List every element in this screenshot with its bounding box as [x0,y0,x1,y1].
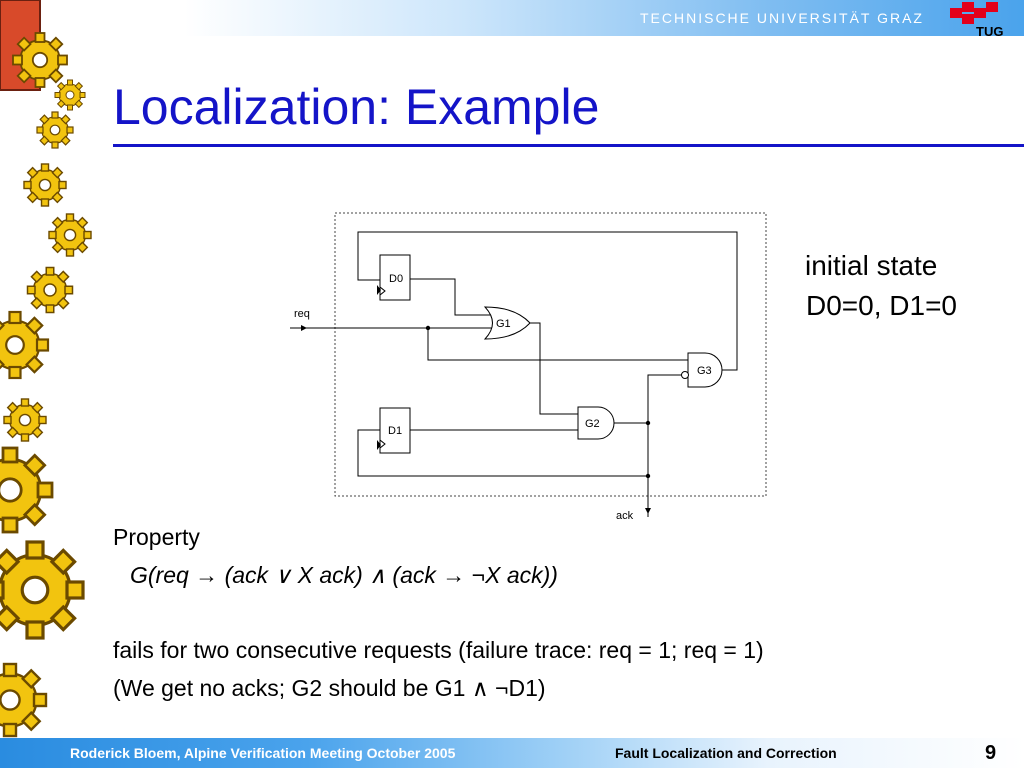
header-bar [0,0,1024,36]
req-label: req [294,308,310,320]
failure-note: (We get no acks; G2 should be G1 ∧ ¬D1) [113,675,546,701]
slide-title: Localization: Example [113,79,600,135]
gears-decoration [0,0,100,768]
failure-description: fails for two consecutive requests (failure trace: req = 1; req = 1) [113,637,764,663]
logo-text: TUG [976,24,1004,38]
g1-label: G1 [496,318,511,330]
circuit-diagram [285,205,785,530]
gear-icon [37,112,73,148]
footer-bar [0,738,1024,768]
g2-label: G2 [585,418,600,430]
property-formula: G(req → (ack ∨ X ack) ∧ (ack → ¬X ack)) [130,562,558,588]
gear-icon [0,664,46,736]
d0-label: D0 [389,273,404,285]
footer-author: Roderick Bloem, Alpine Verification Meeting October 2005 [70,745,456,761]
tug-logo [948,2,1016,38]
gear-icon [4,399,46,441]
title-underline [113,144,1024,147]
initial-state-values: D0=0, D1=0 [806,290,957,321]
d1-label: D1 [388,425,403,437]
gear-icon [0,542,83,638]
page-number: 9 [985,742,997,764]
initial-state-label: initial state [805,250,938,281]
gear-icon [49,214,91,256]
ack-label: ack [616,510,634,522]
property-heading: Property [113,524,200,550]
gear-icon [55,80,85,110]
university-name: TECHNISCHE UNIVERSITÄT GRAZ [640,10,924,26]
footer-topic: Fault Localization and Correction [615,745,837,761]
gear-icon [28,268,73,313]
gear-icon [0,448,52,532]
gear-icon [13,33,67,87]
gear-icon [0,312,48,378]
gear-icon [24,164,66,206]
g3-label: G3 [697,365,712,377]
